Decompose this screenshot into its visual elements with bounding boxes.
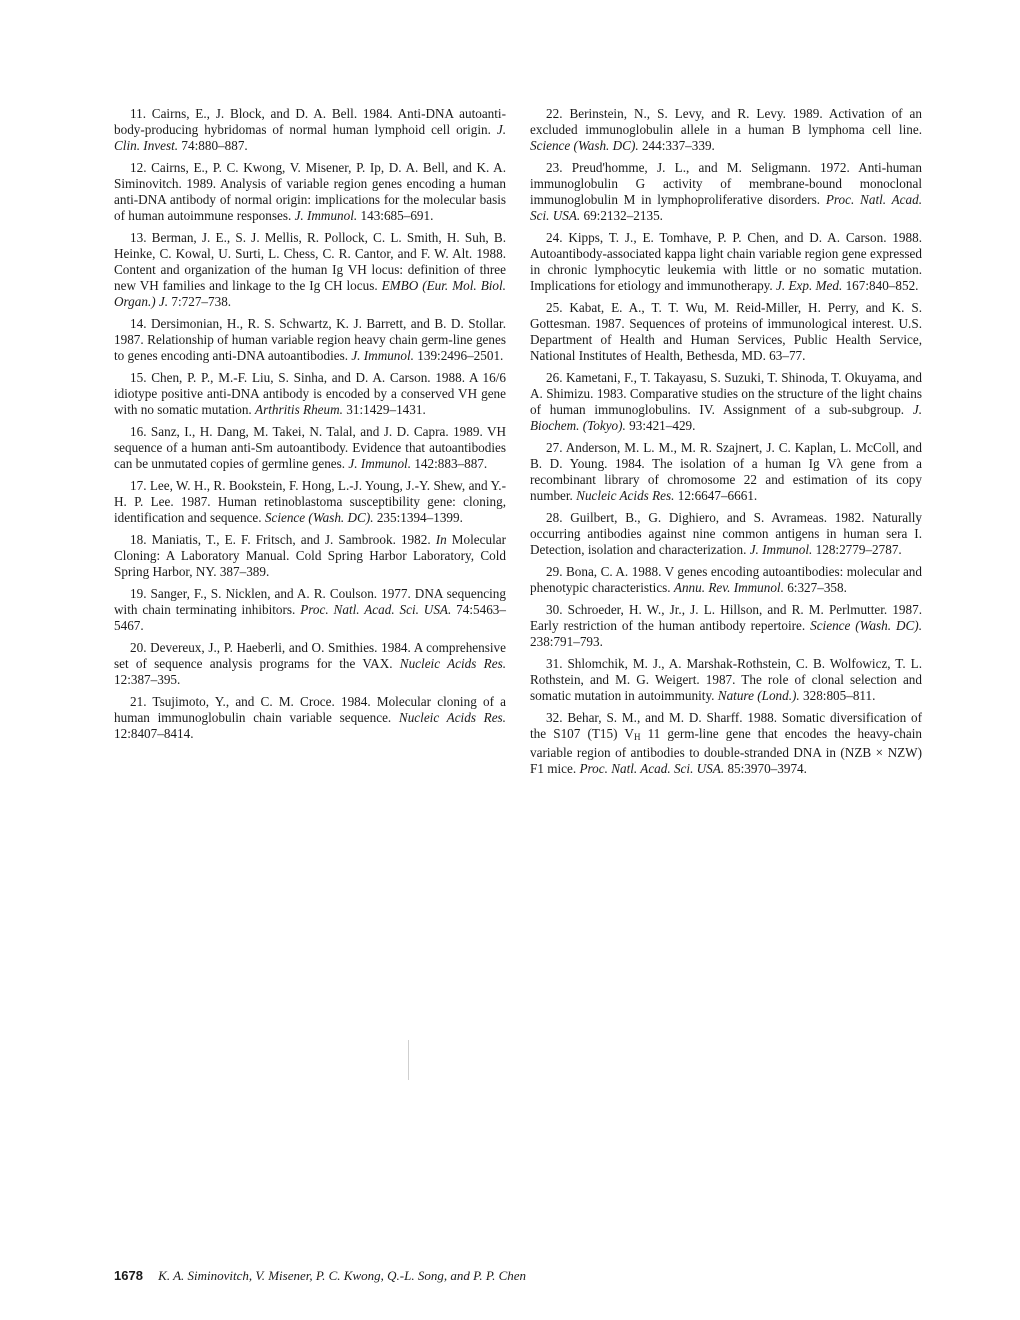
reference-item (114, 106, 506, 154)
reference-text: 31. Shlomchik, M. J., A. Marshak-Rothstein, C. B. Wolfowicz, T. L. Rothstein, and M. G. Weigert. 1987. The role of clonal selection and somatic mutation in autoimmunity. (530, 656, 922, 703)
reference-citation: 238:791–793. (530, 634, 603, 649)
reference-item (114, 640, 506, 688)
column-divider (408, 1040, 409, 1080)
reference-citation: Molecular Cloning: A Laboratory Manual. Cold Spring Harbor Laboratory, Cold Spring Harbor, NY. 387–389. (114, 532, 506, 579)
reference-text: 11. Cairns, E., J. Block, and D. A. Bell. 1984. Anti-DNA autoanti-body-producing hybridomas of normal human lymphoid cell origin. (114, 106, 506, 137)
reference-text: 13. Berman, J. E., S. J. Mellis, R. Pollock, C. L. Smith, H. Suh, B. Heinke, C. Kowal, U. Surti, L. Chess, C. R. Cantor, and F. W. Alt. 1988. Content and organization of the human Ig VH locus: definition of three new VH families and linkage to the Ig CH locus. (114, 230, 506, 293)
reference-text: 14. Dersimonian, H., R. S. Schwartz, K. J. Barrett, and B. D. Stollar. 1987. Relationship of human variable region heavy chain germ-line genes to genes encoding anti-DNA autoantibodies. (114, 316, 506, 363)
reference-journal: J. Biochem. (Tokyo). (530, 402, 922, 433)
reference-journal: Nucleic Acids Res. (399, 656, 506, 671)
reference-citation: 7:727–738. (168, 294, 232, 309)
running-authors: K. A. Siminovitch, V. Misener, P. C. Kwong, Q.-L. Song, and P. P. Chen (158, 1268, 527, 1283)
reference-text: 12. Cairns, E., P. C. Kwong, V. Misener, P. Ip, D. A. Bell, and K. A. Siminovitch. 1989. Analysis of variable region genes encoding a human anti-DNA antibody of normal origin: implications for the molecular basis of human autoimmune responses. (114, 160, 506, 223)
reference-journal: Proc. Natl. Acad. Sci. USA. (530, 192, 922, 223)
page-number: 1678 (114, 1268, 143, 1283)
reference-citation: 74:5463–5467. (114, 602, 506, 633)
reference-text: 29. Bona, C. A. 1988. V genes encoding autoantibodies: molecular and phenotypic characteristics. (530, 564, 922, 595)
reference-item (530, 602, 922, 650)
reference-journal: In (435, 532, 447, 547)
reference-item (114, 316, 506, 364)
reference-journal: Nucleic Acids Res. (398, 710, 506, 725)
references-column-left (114, 106, 506, 748)
reference-item (530, 564, 922, 596)
reference-journal: Nature (Lond.). (717, 688, 800, 703)
reference-citation: 12:387–395. (114, 672, 181, 687)
reference-text: 22. Berinstein, N., S. Levy, and R. Levy. 1989. Activation of an excluded immunoglobulin allele in a human B lymphoma cell line. (530, 106, 922, 137)
reference-text: 18. Maniatis, T., E. F. Fritsch, and J. Sambrook. 1982. (130, 532, 436, 547)
reference-journal: Science (Wash. DC). (810, 618, 922, 633)
reference-item (530, 160, 922, 224)
reference-journal: Proc. Natl. Acad. Sci. USA. (579, 761, 725, 776)
reference-citation: 235:1394–1399. (373, 510, 463, 525)
reference-text: 24. Kipps, T. J., E. Tomhave, P. P. Chen, and D. A. Carson. 1988. Autoantibody-associated kappa light chain variable region gene expressed in chronic lymphocytic leukemia with little or no somatic mutation. Implications for etiology and immunotherapy. (530, 230, 922, 293)
reference-text: 26. Kametani, F., T. Takayasu, S. Suzuki, T. Shinoda, T. Okuyama, and A. Shimizu. 1983. Comparative studies on the structure of the light chains of human immunoglobulins. IV. Assignment of a sub-subgroup. (530, 370, 922, 417)
reference-item (530, 106, 922, 154)
reference-text: 30. Schroeder, H. W., Jr., J. L. Hillson, and R. M. Perlmutter. 1987. Early restriction of the human antibody repertoire. (530, 602, 922, 633)
reference-journal: Science (Wash. DC). (530, 138, 639, 153)
reference-citation: 31:1429–1431. (342, 402, 426, 417)
reference-journal: EMBO (Eur. Mol. Biol. Organ.) J. (114, 278, 506, 309)
reference-item (530, 710, 922, 777)
reference-journal: Proc. Natl. Acad. Sci. USA. (300, 602, 452, 617)
reference-citation: 69:2132–2135. (580, 208, 663, 223)
reference-text: 23. Preud'homme, J. L., and M. Seligmann. 1972. Anti-human immunoglobulin G activity of membrane-bound monoclonal immunoglobulin M in lymphoproliferative disorders. (530, 160, 922, 207)
reference-item (530, 370, 922, 434)
reference-citation: 167:840–852. (842, 278, 919, 293)
reference-citation: 12:8407–8414. (114, 726, 194, 741)
reference-journal: J. Clin. Invest. (114, 122, 506, 153)
reference-journal: Annu. Rev. Immunol. (673, 580, 784, 595)
references-column-right (530, 106, 922, 783)
reference-item (114, 370, 506, 418)
reference-text: 27. Anderson, M. L. M., M. R. Szajnert, J. C. Kaplan, L. McColl, and B. D. Young. 1984. The isolation of a human Ig Vλ gene from a recombinant library of chromosome 22 and estimation of its copy number. (530, 440, 922, 503)
reference-item (114, 586, 506, 634)
reference-journal: J. Exp. Med. (776, 278, 843, 293)
reference-item (114, 160, 506, 224)
reference-text: 19. Sanger, F., S. Nicklen, and A. R. Coulson. 1977. DNA sequencing with chain terminating inhibitors. (114, 586, 506, 617)
reference-journal: J. Immunol. (351, 348, 414, 363)
reference-item (114, 694, 506, 742)
reference-item (530, 440, 922, 504)
reference-journal: J. Immunol. (294, 208, 358, 223)
reference-item (530, 656, 922, 704)
reference-item (530, 510, 922, 558)
reference-journal: J. Immunol. (348, 456, 412, 471)
reference-journal: Arthritis Rheum. (255, 402, 343, 417)
reference-citation: 139:2496–2501. (413, 348, 504, 363)
reference-text: 20. Devereux, J., P. Haeberli, and O. Smithies. 1984. A comprehensive set of sequence analysis programs for the VAX. (114, 640, 506, 671)
reference-text: 32. Behar, S. M., and M. D. Sharff. 1988. Somatic diversification of the S107 (T15) V (530, 710, 922, 741)
reference-citation: 12:6647–6661. (674, 488, 758, 503)
reference-text: 15. Chen, P. P., M.-F. Liu, S. Sinha, and D. A. Carson. 1988. A 16/6 idiotype positive anti-DNA antibody is encoded by a conserved VH gene with no somatic mutation. (114, 370, 506, 417)
reference-item (114, 230, 506, 310)
reference-item (530, 300, 922, 364)
reference-item (114, 424, 506, 472)
page-footer (114, 1268, 526, 1284)
reference-journal: J. Immunol. (749, 542, 813, 557)
reference-text: 16. Sanz, I., H. Dang, M. Takei, N. Talal, and J. D. Capra. 1989. VH sequence of a human anti-Sm autoantibody. Evidence that autoantibodies can be unmutated copies of germline genes. (114, 424, 506, 471)
reference-item (114, 478, 506, 526)
reference-citation: 128:2779–2787. (812, 542, 902, 557)
reference-citation: 143:685–691. (357, 208, 434, 223)
reference-citation: 142:883–887. (411, 456, 488, 471)
reference-citation: 93:421–429. (625, 418, 696, 433)
reference-citation: 328:805–811. (799, 688, 876, 703)
reference-subscript: H (633, 732, 641, 742)
reference-citation: 6:327–358. (783, 580, 847, 595)
reference-text: 17. Lee, W. H., R. Bookstein, F. Hong, L.-J. Young, J.-Y. Shew, and Y.-H. P. Lee. 1987. Human retinoblastoma susceptibility gene: cloning, identification and sequence. (114, 478, 506, 525)
reference-item (530, 230, 922, 294)
reference-citation: 244:337–339. (638, 138, 715, 153)
reference-citation: 74:880–887. (178, 138, 248, 153)
reference-text: 11 germ-line gene that encodes the heavy-chain variable region of antibodies to double-stranded DNA in (NZB × NZW) F1 mice. (530, 726, 922, 776)
reference-text: 28. Guilbert, B., G. Dighiero, and S. Avrameas. 1982. Naturally occurring antibodies against nine common antigens in human sera I. Detection, isolation and characterization. (530, 510, 922, 557)
reference-item (114, 532, 506, 580)
reference-journal: Nucleic Acids Res. (576, 488, 675, 503)
reference-text: 21. Tsujimoto, Y., and C. M. Croce. 1984. Molecular cloning of a human immunoglobulin chain variable sequence. (114, 694, 506, 725)
reference-journal: Science (Wash. DC). (264, 510, 374, 525)
reference-citation: 85:3970–3974. (724, 761, 807, 776)
reference-text: 25. Kabat, E. A., T. T. Wu, M. Reid-Miller, H. Perry, and K. S. Gottesman. 1987. Sequences of proteins of immunological interest. U.S. Department of Health and Human Services, Public Health Service, National Institutes of Health, Bethesda, MD. 63–77. (530, 300, 922, 363)
